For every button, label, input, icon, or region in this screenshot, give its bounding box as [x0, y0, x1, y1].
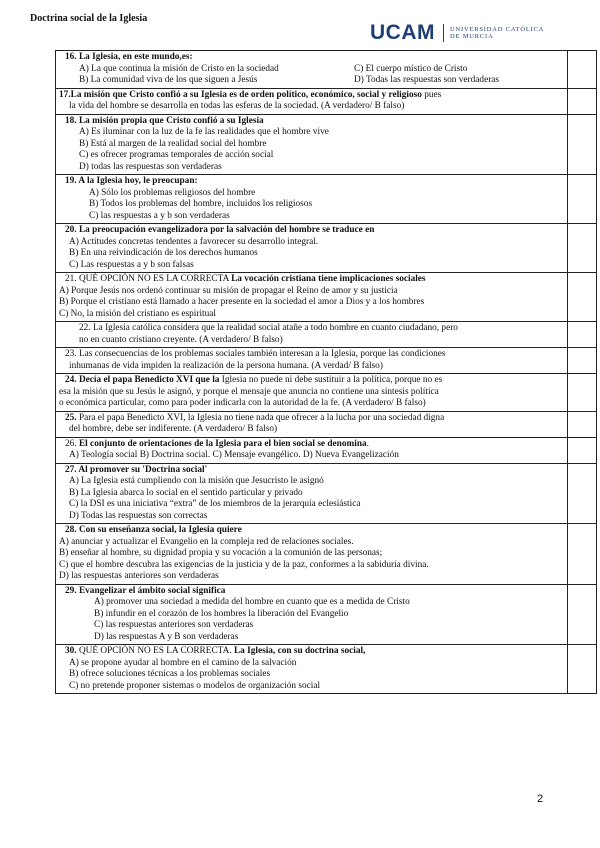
plain-text: pues	[421, 89, 442, 100]
question-row	[56, 348, 597, 374]
bold-text: 20. La preocupación evangelizadora por la salvación del hombre se traduce en	[65, 225, 375, 235]
question-cell	[56, 114, 568, 175]
question-cell	[56, 374, 568, 412]
answer-option	[59, 597, 565, 609]
option-right: C) El cuerpo místico de Cristo	[354, 63, 468, 74]
question-cell	[56, 273, 568, 322]
logo-subtitle	[450, 26, 544, 41]
answer-cell[interactable]	[568, 51, 597, 89]
question-text	[59, 465, 565, 477]
answer-option	[59, 488, 565, 500]
question-row	[56, 51, 597, 89]
plain-text: B) ofrece soluciones técnicas a los problemas sociales	[69, 669, 271, 679]
plain-text: A) Teología social B) Doctrina social. C) Mensaje evangélico. D) Nueva Evangelización	[69, 450, 399, 460]
question-row	[56, 114, 597, 175]
plain-text: A) La Iglesia está cumpliendo con la misión que Jesucristo le asignó	[69, 476, 324, 486]
answer-cell[interactable]	[568, 584, 597, 645]
logo-text: UCAM	[370, 21, 435, 44]
plain-text: A) Actitudes concretas tendentes a favorecer su desarrollo integral.	[69, 236, 319, 247]
question-cell	[56, 463, 568, 524]
answer-cell[interactable]	[568, 463, 597, 524]
question-text	[59, 225, 565, 237]
plain-text: A) Sólo los problemas religiosos del hombre	[89, 187, 256, 198]
question-text	[59, 586, 565, 598]
bold-text: 18. La misión propia que Cristo confió a su Iglesia	[65, 115, 264, 126]
answer-option	[59, 237, 565, 249]
plain-text: del hombre, debe ser indiferente. (A verdadero/ B falso)	[69, 424, 278, 434]
question-cell	[56, 348, 568, 374]
plain-text: D) Todas las respuestas son correctas	[69, 510, 208, 521]
question-cell	[56, 322, 568, 348]
plain-text: la vida del hombre se desarrolla en todas las esferas de la sociedad. (A verdadero/ B falso)	[69, 101, 405, 111]
plain-text: C) no pretende proponer sistemas o modelos de organización social	[69, 680, 321, 691]
question-text	[59, 525, 565, 537]
question-text	[59, 90, 565, 102]
answer-option	[59, 361, 565, 373]
questions-table	[55, 50, 597, 694]
plain-text: B) La Iglesia abarca lo social en el sentido particular y privado	[69, 487, 303, 498]
answer-option	[59, 424, 565, 436]
question-text	[59, 323, 565, 335]
answer-cell[interactable]	[568, 411, 597, 437]
answer-option	[59, 387, 565, 399]
answer-cell[interactable]	[568, 273, 597, 322]
logo-divider	[443, 24, 444, 42]
question-cell	[56, 175, 568, 224]
answer-option	[59, 150, 565, 162]
plain-text: Iglesia no puede ni debe sustituir a la política, porque no es	[219, 375, 443, 385]
answer-cell[interactable]	[568, 88, 597, 114]
option-left: A) La que continua la misión de Cristo en la sociedad	[79, 63, 279, 74]
logo-subtitle-line-2: DE MURCIA	[450, 33, 494, 40]
question-row	[56, 224, 597, 273]
plain-text: A) Es iluminar con la luz de la fe las realidades que el hombre vive	[79, 127, 329, 137]
answer-option	[59, 335, 565, 347]
bold-text: 17.La misión que Cristo confió a su Iglesia es de orden político, económico, social y religioso	[59, 89, 422, 100]
question-row	[56, 322, 597, 348]
plain-text: A) promover una sociedad a medida del hombre en cuanto que es a medida de Cristo	[94, 597, 410, 607]
option-right: D) Todas las respuestas son verdaderas	[354, 75, 500, 85]
answer-option	[59, 511, 565, 523]
question-text	[59, 52, 565, 64]
option-left: B) La comunidad viva de los que siguen a Jesús	[79, 75, 258, 85]
logo-subtitle-line-1: UNIVERSIDAD CATÓLICA	[450, 25, 545, 33]
plain-text: 23. Las consecuencias de los problemas sociales también interesan a la Iglesia, porque las condiciones	[65, 349, 446, 359]
question-cell	[56, 584, 568, 645]
answer-option	[59, 658, 565, 670]
plain-text: o económica particular, como para poder indicarla con la autoridad de la fe. (A verdadero/ B falso)	[59, 398, 426, 408]
question-text	[59, 375, 565, 387]
answer-option	[59, 188, 565, 200]
question-text	[59, 116, 565, 128]
bold-text: 25.	[65, 412, 77, 423]
answer-option	[59, 64, 565, 76]
answer-option	[59, 620, 565, 632]
bold-text: La Iglesia, con su doctrina social,	[233, 646, 366, 656]
answer-option	[59, 450, 565, 462]
plain-text: B) Porque el cristiano está llamado a hacer presente en la sociedad el amor a Dios y a los hombres	[59, 297, 425, 307]
question-row	[56, 411, 597, 437]
question-row	[56, 175, 597, 224]
question-text	[59, 349, 565, 361]
bold-text: 19. A la Iglesia hoy, le preocupan:	[65, 176, 198, 186]
answer-cell[interactable]	[568, 437, 597, 463]
plain-text: C) las respuestas a y b son verdaderas	[89, 210, 230, 221]
plain-text: B) En una reivindicación de los derechos humanos	[69, 248, 258, 258]
plain-text: C) es ofrecer programas temporales de acción social	[79, 150, 274, 160]
plain-text: 22. La Iglesia católica considera que la realidad social atañe a todo hombre en cuanto ciudadano, pero	[79, 323, 458, 333]
answer-option	[59, 139, 565, 151]
question-cell	[56, 524, 568, 585]
question-cell	[56, 437, 568, 463]
question-cell	[56, 88, 568, 114]
page-number: 2	[537, 793, 544, 805]
plain-text: A) anunciar y actualizar el Evangelio en la compleja red de relaciones sociales.	[59, 536, 354, 547]
answer-option	[59, 537, 565, 549]
bold-text: 28. Con su enseñanza social, la Iglesia quiere	[65, 525, 242, 535]
answer-cell[interactable]	[568, 348, 597, 374]
plain-text: B) Está al margen de la realidad social del hombre	[79, 138, 267, 149]
plain-text: A) se propone ayudar al hombre en el camino de la salvación	[69, 657, 297, 668]
plain-text: inhumanas de vida impiden la realización de la persona humana. (A verdad/ B falso)	[69, 360, 383, 371]
question-row	[56, 437, 597, 463]
plain-text: C) que el hombre descubra las exigencias de la justicia y de la paz, conformes a la sabiduría divina.	[59, 559, 429, 570]
plain-text: A) Porque Jesús nos ordenó continuar su misión de propagar el Reino de amor y su justicia	[59, 285, 398, 296]
answer-option	[59, 499, 565, 511]
bold-text: 30.	[65, 646, 77, 656]
document-title: Doctrina social de la Iglesia	[30, 13, 148, 24]
answer-option	[59, 669, 565, 681]
answer-cell[interactable]	[568, 524, 597, 585]
answer-option	[59, 571, 565, 583]
answer-cell[interactable]	[568, 374, 597, 412]
plain-text: D) todas las respuestas son verdaderas	[79, 161, 222, 172]
question-row	[56, 645, 597, 694]
answer-option	[59, 101, 565, 113]
question-text	[59, 439, 565, 451]
answer-cell[interactable]	[568, 224, 597, 273]
plain-text: esa la misión que su Jesús le asignó, y porque el mensaje que anuncia no contiene una síntesis política	[59, 386, 439, 397]
answer-option	[59, 476, 565, 488]
answer-cell[interactable]	[568, 114, 597, 175]
question-cell	[56, 51, 568, 89]
plain-text: B) infundir en el corazón de los hombres la liberación del Evangelio	[94, 608, 349, 619]
answer-option	[59, 681, 565, 693]
plain-text: QUÉ OPCIÓN NO ES LA CORRECTA.	[76, 646, 234, 656]
answer-option	[59, 609, 565, 621]
answer-option	[59, 199, 565, 211]
answer-option	[59, 248, 565, 260]
question-cell	[56, 411, 568, 437]
answer-cell[interactable]	[568, 645, 597, 694]
question-text	[59, 646, 565, 658]
question-text	[59, 274, 565, 286]
plain-text: C) Las respuestas a y b son falsas	[69, 259, 194, 270]
bold-text: 16. La Iglesia, en este mundo,es:	[65, 52, 193, 62]
answer-option	[59, 548, 565, 560]
plain-text: 26.	[65, 438, 79, 449]
plain-text: D) las respuestas anteriores son verdaderas	[59, 571, 219, 581]
plain-text: D) las respuestas A y B son verdaderas	[94, 631, 239, 642]
plain-text: C) la DSI es una iniciativa “extra” de los miembros de la jerarquía eclesiástica	[69, 499, 361, 509]
answer-option	[59, 398, 565, 410]
question-row	[56, 374, 597, 412]
bold-text: 24. Decía el papa Benedicto XVI que la	[65, 375, 220, 385]
question-cell	[56, 224, 568, 273]
answer-option	[59, 632, 565, 644]
bold-text: La vocación cristiana tiene implicaciones sociales	[231, 274, 426, 284]
bold-text: El conjunto de orientaciones de la Iglesia para el bien social se denomina	[78, 438, 367, 449]
answer-option	[59, 286, 565, 298]
plain-text: 21. QUÉ OPCIÓN NO ES LA CORRECTA	[65, 274, 232, 284]
plain-text: no en cuanto cristiano creyente. (A verdadero/ B falso)	[79, 334, 283, 345]
answer-option	[59, 309, 565, 321]
question-row	[56, 273, 597, 322]
plain-text: B) Todos los problemas del hombre, incluidos los religiosos	[89, 199, 313, 209]
university-logo	[370, 22, 544, 44]
bold-text: 29. Evangelizar el ámbito social significa	[65, 585, 226, 596]
question-text	[59, 176, 565, 188]
plain-text: C) No, la misión del cristiano es espiritual	[59, 308, 216, 319]
bold-text: 27. Al promover su 'Doctrina social'	[65, 464, 208, 475]
question-text	[59, 413, 565, 425]
answer-option	[59, 162, 565, 174]
plain-text: Para el papa Benedicto XVI, la Iglesia no tiene nada que ofrecer a la lucha por una sociedad digna	[76, 412, 445, 423]
answer-cell[interactable]	[568, 175, 597, 224]
question-row	[56, 88, 597, 114]
question-row	[56, 584, 597, 645]
question-row	[56, 463, 597, 524]
answer-option	[59, 260, 565, 272]
question-row	[56, 524, 597, 585]
answer-option	[59, 75, 565, 87]
plain-text: C) las respuestas anteriores son verdaderas	[94, 620, 254, 630]
answer-option	[59, 560, 565, 572]
plain-text: B) enseñar al hombre, su dignidad propia y su vocación a la comunión de las personas;	[59, 548, 383, 558]
answer-option	[59, 127, 565, 139]
plain-text: .	[366, 438, 369, 449]
question-cell	[56, 645, 568, 694]
answer-option	[59, 297, 565, 309]
answer-cell[interactable]	[568, 322, 597, 348]
answer-option	[59, 211, 565, 223]
